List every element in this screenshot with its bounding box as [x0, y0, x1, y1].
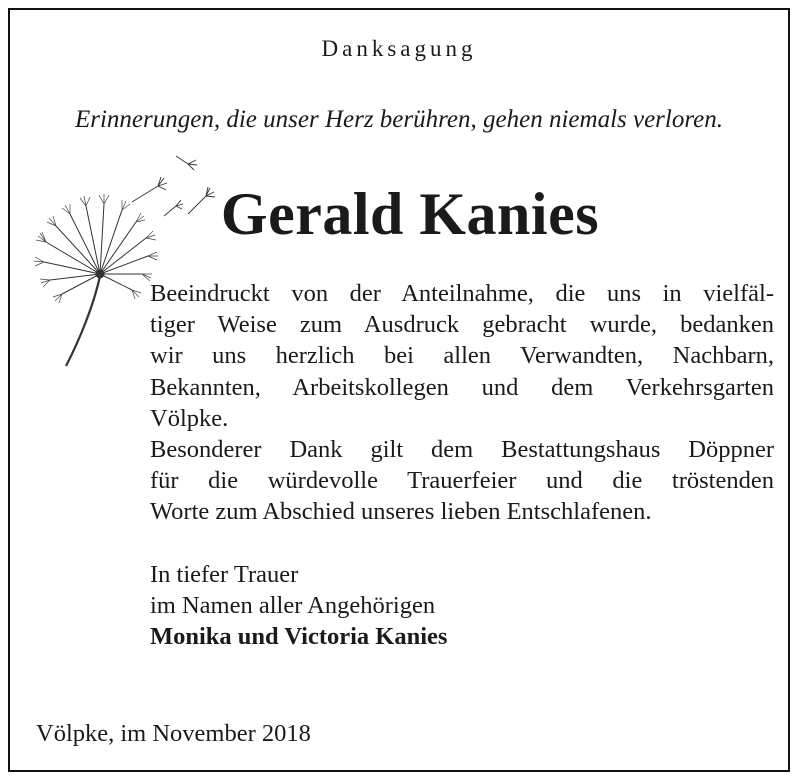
body-line: Völpke. [150, 404, 229, 432]
deceased-name: Gerald Kanies [220, 181, 600, 247]
notice-motto: Erinnerungen, die unser Herz berühren, gehen niemals verloren. [74, 106, 724, 133]
body-line: Bekannten, Arbeitskollegen und dem Verkehrsgarten [150, 373, 774, 401]
closing-line: im Namen aller Angehörigen [150, 591, 436, 619]
body-line: Worte zum Abschied unseres lieben Entschlafenen. [150, 498, 652, 526]
notice-body [150, 278, 774, 652]
body-line: Beeindruckt von der Anteilnahme, die uns in vielfäl- [150, 280, 774, 307]
obituary-notice [8, 8, 790, 772]
closing-line: In tiefer Trauer [150, 560, 299, 588]
notice-heading: Danksagung [321, 36, 477, 61]
signer-names: Monika und Victoria Kanies [150, 623, 448, 651]
body-line: wir uns herzlich bei allen Verwandten, Nachbarn, [150, 342, 774, 370]
body-line: für die würdevolle Trauerfeier und die tröstenden [150, 467, 774, 495]
place-date: Völpke, im November 2018 [36, 720, 311, 747]
body-line: tiger Weise zum Ausdruck gebracht wurde, bedanken [150, 311, 774, 339]
body-line: Besonderer Dank gilt dem Bestattungshaus Döppner [150, 436, 774, 464]
